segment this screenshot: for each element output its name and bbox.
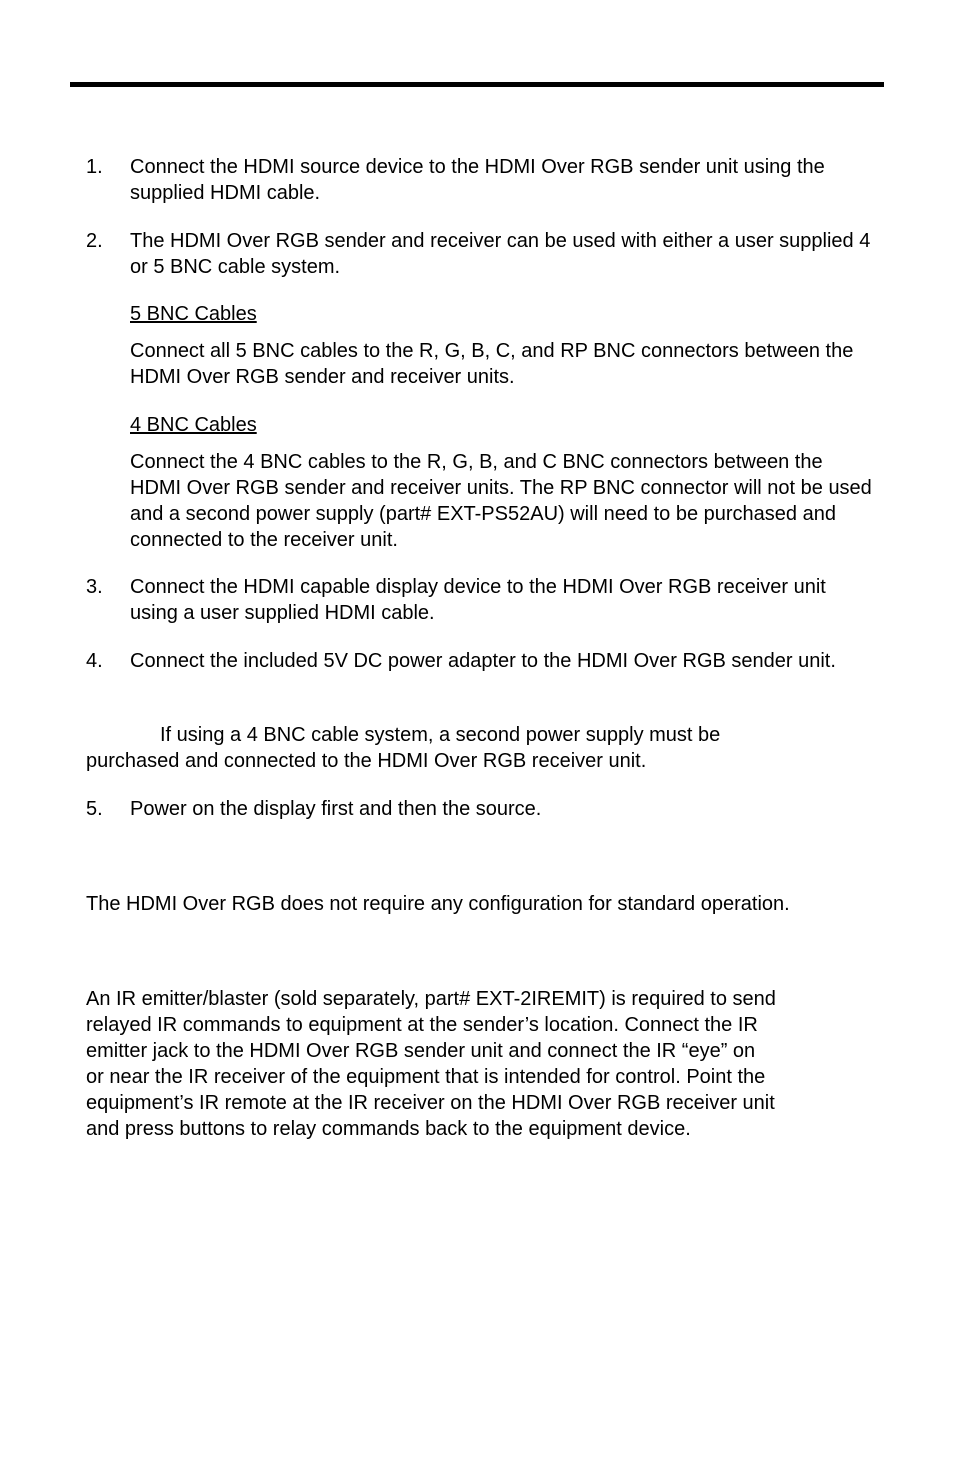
step-text: Connect the included 5V DC power adapter to the HDMI Over RGB sender unit. <box>130 650 836 672</box>
step-4 <box>86 648 876 674</box>
bnc5-heading: 5 BNC Cables <box>130 303 257 325</box>
note-line-2: purchased and connected to the HDMI Over RGB receiver unit. <box>86 750 647 772</box>
step-3 <box>86 574 876 626</box>
bnc4-heading: 4 BNC Cables <box>130 414 257 436</box>
note-line-1: If using a 4 BNC cable system, a second power supply must be <box>160 724 721 746</box>
ir-line: equipment’s IR remote at the IR receiver on the HDMI Over RGB receiver unit <box>86 1092 775 1114</box>
step-number: 2. <box>86 230 103 252</box>
step-text: Connect the HDMI source device to the HDMI Over RGB sender unit using the supplied HDMI cable. <box>130 156 825 204</box>
ir-line: relayed IR commands to equipment at the sender’s location. Connect the IR <box>86 1014 758 1036</box>
power-note <box>86 722 876 774</box>
ir-line: or near the IR receiver of the equipment that is intended for control. Point the <box>86 1066 766 1088</box>
step-number: 4. <box>86 650 103 672</box>
ir-line: and press buttons to relay commands back to the equipment device. <box>86 1118 691 1140</box>
ir-line: emitter jack to the HDMI Over RGB sender unit and connect the IR “eye” on <box>86 1040 756 1062</box>
step-2 <box>86 228 876 280</box>
bnc5-text: Connect all 5 BNC cables to the R, G, B, C, and RP BNC connectors between the HDMI Over RGB sender and receiver units. <box>130 340 854 388</box>
header-rule <box>70 82 884 87</box>
step-1 <box>86 154 876 206</box>
ir-paragraph <box>86 986 876 1142</box>
step-text: Connect the HDMI capable display device to the HDMI Over RGB receiver unit using a user supplied HDMI cable. <box>130 576 826 624</box>
step-text: The HDMI Over RGB sender and receiver can be used with either a user supplied 4 or 5 BNC cable system. <box>130 230 871 278</box>
ir-line: An IR emitter/blaster (sold separately, part# EXT-2IREMIT) is required to send <box>86 988 776 1010</box>
configuration-text: The HDMI Over RGB does not require any configuration for standard operation. <box>86 893 790 915</box>
bnc4-text: Connect the 4 BNC cables to the R, G, B, and C BNC connectors between the HDMI Over RGB sender and receiver units. The RP BNC connector will not be used and a second power supply (part# EXT-PS52AU) will need to be purchased and connected to the receiver unit. <box>130 451 872 551</box>
step-number: 3. <box>86 576 103 598</box>
step-number: 5. <box>86 798 103 820</box>
step-number: 1. <box>86 156 103 178</box>
step-text: Power on the display first and then the source. <box>130 798 542 820</box>
step-5 <box>86 796 876 822</box>
